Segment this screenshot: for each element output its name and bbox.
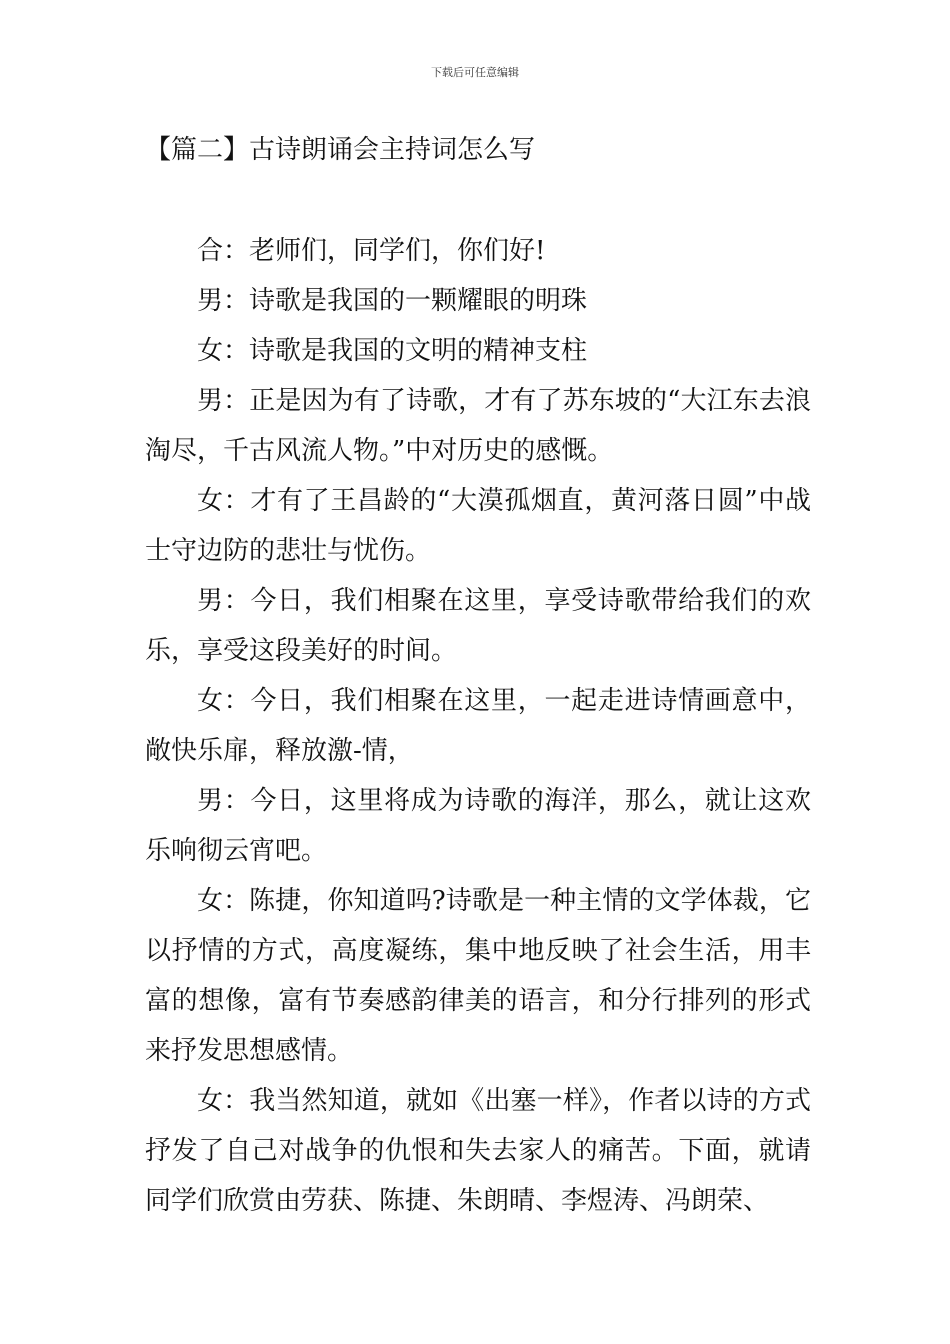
paragraph: 男：今日，我们相聚在这里，享受诗歌带给我们的欢乐，享受这段美好的时间。 (145, 586, 811, 666)
document-body (145, 226, 811, 1226)
paragraph: 男：正是因为有了诗歌，才有了苏东坡的“大江东去浪淘尽，千古风流人物。”中对历史的感慨。 (145, 386, 811, 466)
document-title: 【篇二】古诗朗诵会主持词怎么写 (145, 135, 536, 165)
paragraph: 女：才有了王昌龄的“大漠孤烟直，黄河落日圆”中战士守边防的悲壮与忧伤。 (145, 486, 811, 566)
paragraph: 男：诗歌是我国的一颗耀眼的明珠 (197, 286, 588, 316)
paragraph: 女：陈捷，你知道吗?诗歌是一种主情的文学体裁，它以抒情的方式，高度凝练，集中地反映了社会生活，用丰富的想像，富有节奏感韵律美的语言，和分行排列的形式来抒发思想感情。 (145, 886, 811, 1066)
paragraph: 男：今日，这里将成为诗歌的海洋，那么，就让这欢乐响彻云宵吧。 (145, 786, 811, 866)
paragraph: 女：今日，我们相聚在这里，一起走进诗情画意中，敞快乐扉，释放激-情， (145, 686, 811, 766)
paragraph: 合：老师们，同学们，你们好! (197, 236, 546, 266)
paragraph: 女：诗歌是我国的文明的精神支柱 (197, 336, 588, 366)
paragraph: 女：我当然知道，就如《出塞一样》，作者以诗的方式抒发了自己对战争的仇恨和失去家人的痛苦。下面，就请同学们欣赏由劳获、陈捷、朱朗晴、李煜涛、冯朗荣、 (145, 1086, 811, 1216)
page-header-note: 下载后可任意编辑 (431, 66, 519, 79)
